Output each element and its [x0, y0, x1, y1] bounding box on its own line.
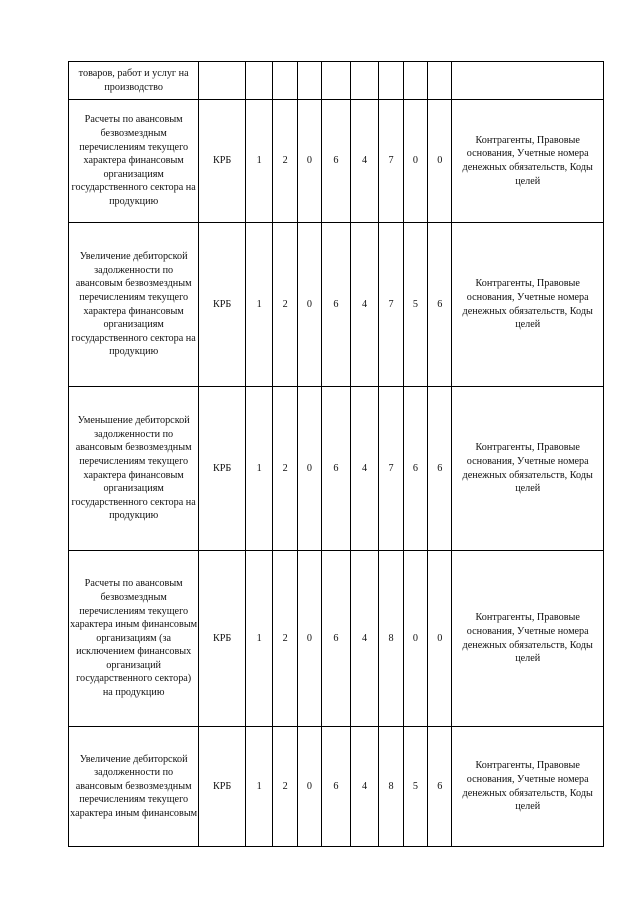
account-digit: 0	[428, 551, 452, 727]
account-digit: 1	[245, 551, 273, 727]
account-digit: 4	[350, 551, 379, 727]
account-digit	[350, 62, 379, 100]
table-row	[69, 387, 604, 551]
account-digit: 7	[379, 100, 403, 223]
table-row	[69, 62, 604, 100]
analytics-cell: Контрагенты, Правовые основания, Учетные номера денежных обязательств, Коды целей	[452, 727, 604, 847]
table-row	[69, 100, 604, 223]
account-digit: 7	[379, 223, 403, 387]
budget-code: КРБ	[199, 100, 246, 223]
account-digit: 4	[350, 223, 379, 387]
budget-code: КРБ	[199, 727, 246, 847]
accounts-table	[68, 61, 604, 847]
account-digit: 6	[403, 387, 427, 551]
account-digit: 0	[297, 551, 321, 727]
account-digit: 4	[350, 100, 379, 223]
account-name: товаров, работ и услуг на производство	[69, 62, 199, 100]
analytics-cell	[452, 62, 604, 100]
account-name: Уменьшение дебиторской задолженности по авансовым безвозмездным перечислениям текущего характера финансовым организациям государственного сектора на продукцию	[69, 387, 199, 551]
account-digit	[273, 62, 297, 100]
account-digit: 2	[273, 223, 297, 387]
account-digit: 2	[273, 727, 297, 847]
account-digit	[245, 62, 273, 100]
analytics-cell: Контрагенты, Правовые основания, Учетные номера денежных обязательств, Коды целей	[452, 387, 604, 551]
table-row	[69, 727, 604, 847]
table-row	[69, 551, 604, 727]
account-digit: 6	[428, 727, 452, 847]
account-digit	[322, 62, 351, 100]
analytics-cell: Контрагенты, Правовые основания, Учетные номера денежных обязательств, Коды целей	[452, 551, 604, 727]
account-digit	[297, 62, 321, 100]
account-digit: 0	[403, 100, 427, 223]
account-digit: 6	[428, 387, 452, 551]
account-digit: 6	[428, 223, 452, 387]
account-digit: 0	[297, 727, 321, 847]
account-digit: 5	[403, 727, 427, 847]
table-row	[69, 223, 604, 387]
budget-code: КРБ	[199, 223, 246, 387]
account-digit: 8	[379, 727, 403, 847]
account-digit: 1	[245, 223, 273, 387]
account-digit: 1	[245, 100, 273, 223]
account-name: Расчеты по авансовым безвозмездным перечислениям текущего характера иным финансовым организациям (за исключением финансовых организаций государственного сектора) на продукцию	[69, 551, 199, 727]
account-digit: 6	[322, 100, 351, 223]
account-digit: 0	[428, 100, 452, 223]
account-digit	[428, 62, 452, 100]
account-digit: 5	[403, 223, 427, 387]
account-digit: 4	[350, 727, 379, 847]
account-digit: 0	[297, 223, 321, 387]
account-digit: 7	[379, 387, 403, 551]
account-digit: 0	[297, 387, 321, 551]
account-digit: 8	[379, 551, 403, 727]
account-digit	[379, 62, 403, 100]
account-name: Расчеты по авансовым безвозмездным перечислениям текущего характера финансовым организациям государственного сектора на продукцию	[69, 100, 199, 223]
account-digit: 6	[322, 223, 351, 387]
account-digit: 1	[245, 387, 273, 551]
account-name: Увеличение дебиторской задолженности по авансовым безвозмездным перечислениям текущего характера финансовым организациям государственного сектора на продукцию	[69, 223, 199, 387]
analytics-cell: Контрагенты, Правовые основания, Учетные номера денежных обязательств, Коды целей	[452, 223, 604, 387]
account-digit: 6	[322, 727, 351, 847]
account-digit: 1	[245, 727, 273, 847]
account-digit	[403, 62, 427, 100]
account-digit: 0	[403, 551, 427, 727]
account-digit: 6	[322, 551, 351, 727]
account-digit: 0	[297, 100, 321, 223]
account-digit: 2	[273, 100, 297, 223]
budget-code	[199, 62, 246, 100]
budget-code: КРБ	[199, 551, 246, 727]
account-name: Увеличение дебиторской задолженности по авансовым безвозмездным перечислениям текущего характера иным финансовым	[69, 727, 199, 847]
account-digit: 4	[350, 387, 379, 551]
account-digit: 6	[322, 387, 351, 551]
analytics-cell: Контрагенты, Правовые основания, Учетные номера денежных обязательств, Коды целей	[452, 100, 604, 223]
account-digit: 2	[273, 387, 297, 551]
budget-code: КРБ	[199, 387, 246, 551]
account-digit: 2	[273, 551, 297, 727]
